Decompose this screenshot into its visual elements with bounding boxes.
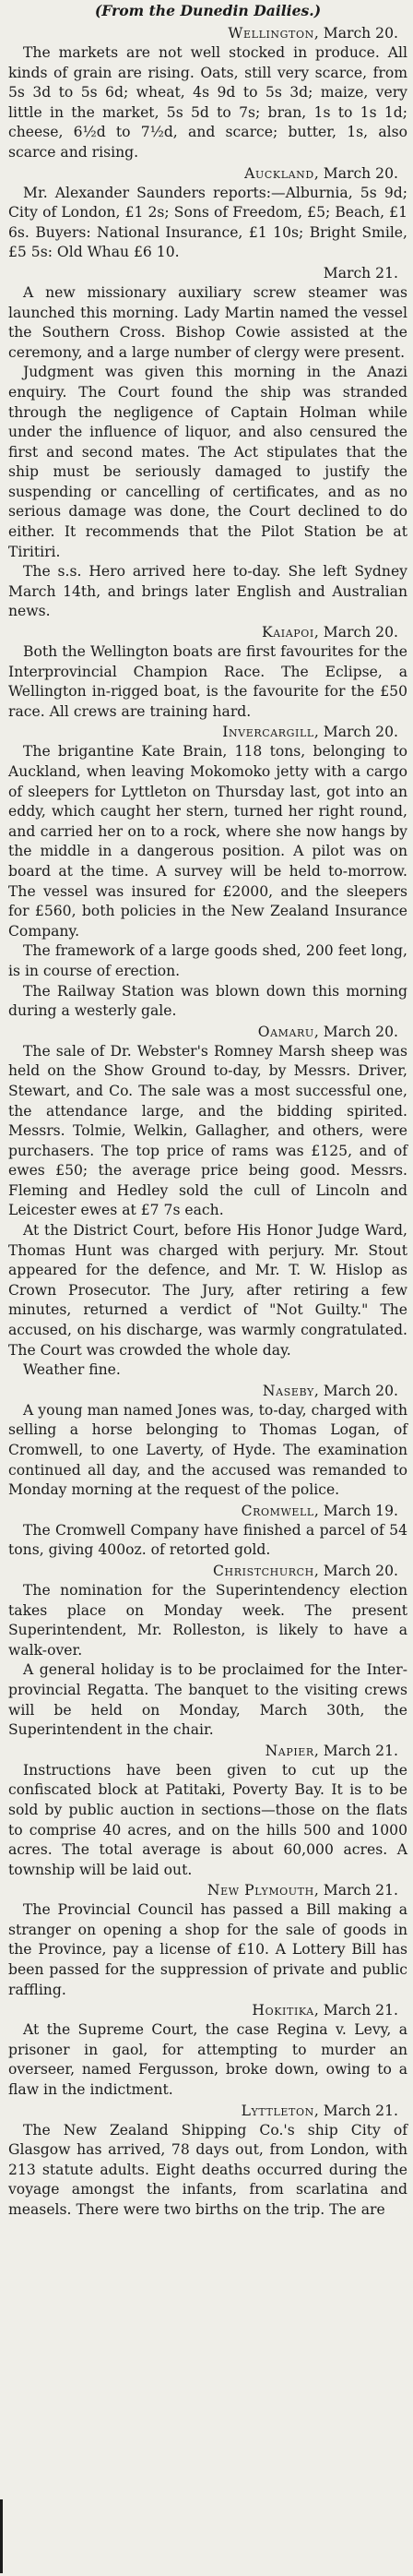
- dateline: Christchurch, March 20.: [213, 1562, 398, 1579]
- dateline-place: New Plymouth: [206, 1882, 314, 1899]
- dateline-place: Invercargill: [222, 724, 314, 741]
- dateline: Cromwell, March 19.: [241, 1502, 398, 1519]
- dateline-date: March 21.: [323, 264, 398, 282]
- news-paragraph: The Railway Station was blown down this morning during a westerly gale.: [8, 982, 407, 1020]
- news-paragraph: Judgment was given this morning in the Anazi enquiry. The Court found the ship was stranded through the negligence of Captain Holman while under the influence of liquor, and also censured the first and second mates. The Act stipulates that the ship must be seriously damaged to justify the suspending or cancelling of certificates, and as no serious damage was done, the Court declined to do either. It recommends that the Pilot Station be at Tiritiri.: [8, 364, 407, 560]
- telegram-item: [8, 1501, 407, 1561]
- dateline: Hokitika, March 21.: [252, 2002, 398, 2019]
- dateline-date: March 21.: [323, 1742, 398, 1759]
- dateline-place: Christchurch: [213, 1562, 314, 1579]
- dateline: Lyttleton, March 21.: [241, 2102, 398, 2119]
- telegram-item: [8, 1022, 407, 1381]
- dateline-place: Napier: [265, 1742, 314, 1759]
- dateline-date: March 19.: [323, 1502, 398, 1519]
- dateline: Napier, March 21.: [265, 1742, 398, 1759]
- telegram-item: [8, 263, 407, 622]
- news-paragraph: A young man named Jones was, to-day, charged with selling a horse belonging to Thomas Logan, of Cromwell, to one Laverty, of Hyde. The examination continued all day, and the accused was remanded to Monday morning at the request of the police.: [8, 1401, 407, 1499]
- column-rule-left: [0, 2499, 3, 2573]
- news-paragraph: Both the Wellington boats are first favourites for the Interprovincial Champion Race. The Eclipse, a Wellington in-rigged boat, is the favourite for the £50 race. All crews are training hard.: [8, 643, 407, 720]
- dateline-date: March 20.: [323, 1023, 398, 1040]
- dateline-place: Cromwell: [241, 1502, 314, 1519]
- news-paragraph: At the Supreme Court, the case Regina v. Levy, a prisoner in gaol, for attempting to murder an overseer, named Fergusson, broke down, owing to a flaw in the indictment.: [8, 2021, 407, 2099]
- news-paragraph: A new missionary auxiliary screw steamer was launched this morning. Lady Martin named the vessel the Southern Cross. Bishop Cowie assisted at the ceremony, and a large number of clergy were present.: [8, 283, 407, 361]
- news-paragraph: The nomination for the Superintendency election takes place on Monday week. The present Superintendent, Mr. Rolleston, is likely to have a walk-over.: [8, 1581, 407, 1659]
- dateline: Wellington, March 20.: [228, 25, 398, 42]
- dateline-place: Kaiapoi: [261, 624, 314, 641]
- dateline-date: March 20.: [323, 25, 398, 42]
- dateline-date: March 20.: [323, 1382, 398, 1399]
- dateline-date: March 20.: [323, 164, 398, 182]
- telegram-item: [8, 163, 407, 263]
- dateline-place: Lyttleton: [241, 2102, 314, 2119]
- telegram-list: [8, 23, 407, 2221]
- dateline-date: March 20.: [323, 624, 398, 641]
- dateline-date: March 20.: [323, 724, 398, 741]
- news-paragraph: The New Zealand Shipping Co.'s ship City of Glasgow has arrived, 78 days out, from London, with 213 statute adults. Eight deaths occurred during the voyage amongst the infants, from scarlatina and measels. There were two births on the trip. The are: [8, 2121, 407, 2218]
- dateline: Kaiapoi, March 20.: [261, 624, 398, 641]
- dateline: Oamaru, March 20.: [257, 1023, 398, 1040]
- telegram-item: [8, 2101, 407, 2221]
- news-paragraph: Mr. Alexander Saunders reports:—Alburnia, 5s 9d; City of London, £1 2s; Sons of Freedom, £5; Beach, £1 6s. Buyers: National Insurance, £1 10s; Bright Smile, £5 5s: Old Whau £6 10.: [8, 184, 407, 261]
- dateline-place: Naseby: [262, 1382, 314, 1399]
- news-paragraph: The framework of a large goods shed, 200 feet long, is in course of erection.: [8, 942, 407, 979]
- dateline: [8, 263, 407, 283]
- news-paragraph: At the District Court, before His Honor Judge Ward, Thomas Hunt was charged with perjury. Mr. Stout appeared for the defence, and Mr. T. W. Hislop as Crown Prosecutor. The Jury, after retiring a few minutes, returned a verdict of "Not Guilty." The accused, on his discharge, was warmly congratulated. The Court was crowded the whole day.: [8, 1222, 407, 1359]
- news-paragraph: The Cromwell Company have finished a parcel of 54 tons, giving 400oz. of retorted gold.: [8, 1521, 407, 1559]
- telegram-item: [8, 1880, 407, 2000]
- dateline-place: Hokitika: [252, 2002, 314, 2019]
- telegram-item: [8, 722, 407, 1021]
- telegram-item: [8, 1561, 407, 1741]
- column-source-heading: (From the Dunedin Dailies.): [94, 2, 322, 19]
- telegram-item: [8, 1381, 407, 1501]
- news-paragraph: The Provincial Council has passed a Bill making a stranger on opening a shop for the sale of goods in the Province, pay a license of £10. A Lottery Bill has been passed for the suppression of private and public raffling.: [8, 1901, 407, 1998]
- dateline: New Plymouth, March 21.: [206, 1882, 398, 1899]
- dateline-date: March 21.: [323, 1882, 398, 1899]
- dateline: Invercargill, March 20.: [222, 724, 398, 741]
- news-paragraph: A general holiday is to be proclaimed for the Inter-provincial Regatta. The banquet to the visiting crews will be held on Monday, March 30th, the Superintendent in the chair.: [8, 1661, 407, 1739]
- dateline-place: Auckland: [244, 164, 314, 182]
- dateline-date: March 21.: [323, 2002, 398, 2019]
- telegram-item: [8, 2000, 407, 2100]
- telegram-item: [8, 622, 407, 722]
- news-paragraph: Instructions have been given to cut up the confiscated block at Patitaki, Poverty Bay. It is to be sold by public auction in sections—those on the flats to comprise 40 acres, and on the hills 500 and 1000 acres. The total average is about 60,000 acres. A township will be laid out.: [8, 1761, 407, 1878]
- news-paragraph: The s.s. Hero arrived here to-day. She left Sydney March 14th, and brings later English and Australian news.: [8, 563, 407, 620]
- telegram-item: [8, 1741, 407, 1881]
- news-paragraph: The brigantine Kate Brain, 118 tons, belonging to Auckland, when leaving Mokomoko jetty with a cargo of sleepers for Lyttleton on Thursday last, got into an eddy, which caught her stern, turned her right round, and carried her on to a rock, where she now hangs by the middle in a dangerous position. A pilot was on board at the time. A survey will be held to-morrow. The vessel was insured for £2000, and the sleepers for £560, both policies in the New Zealand Insurance Company.: [8, 743, 407, 940]
- news-paragraph: Weather fine.: [23, 1361, 121, 1379]
- dateline-date: March 20.: [323, 1562, 398, 1579]
- news-paragraph: The sale of Dr. Webster's Romney Marsh sheep was held on the Show Ground to-day, by Messrs. Driver, Stewart, and Co. The sale was a most successful one, the attendance large, and the bidding spirited. Messrs. Tolmie, Welkin, Gallagher, and others, were purchasers. The top price of rams was £125, and of ewes £50; the average price being good. Messrs. Fleming and Hedley sold the cull of Lincoln and Leicester ewes at £7 7s each.: [8, 1042, 407, 1219]
- dateline: Auckland, March 20.: [244, 164, 398, 182]
- dateline-place: Wellington: [228, 25, 314, 42]
- telegram-item: [8, 23, 407, 163]
- dateline: Naseby, March 20.: [262, 1382, 398, 1399]
- dateline-place: Oamaru: [257, 1023, 314, 1040]
- dateline-date: March 21.: [323, 2102, 398, 2119]
- news-paragraph: The markets are not well stocked in produce. All kinds of grain are rising. Oats, still very scarce, from 5s 3d to 5s 6d; wheat, 4s 9d to 5s 3d; maize, very little in the market, 5s 5d to 7s; bran, 1s to 1s 1d; cheese, 6½d to 7½d, and scarce; butter, 1s, also scarce and rising.: [8, 44, 407, 161]
